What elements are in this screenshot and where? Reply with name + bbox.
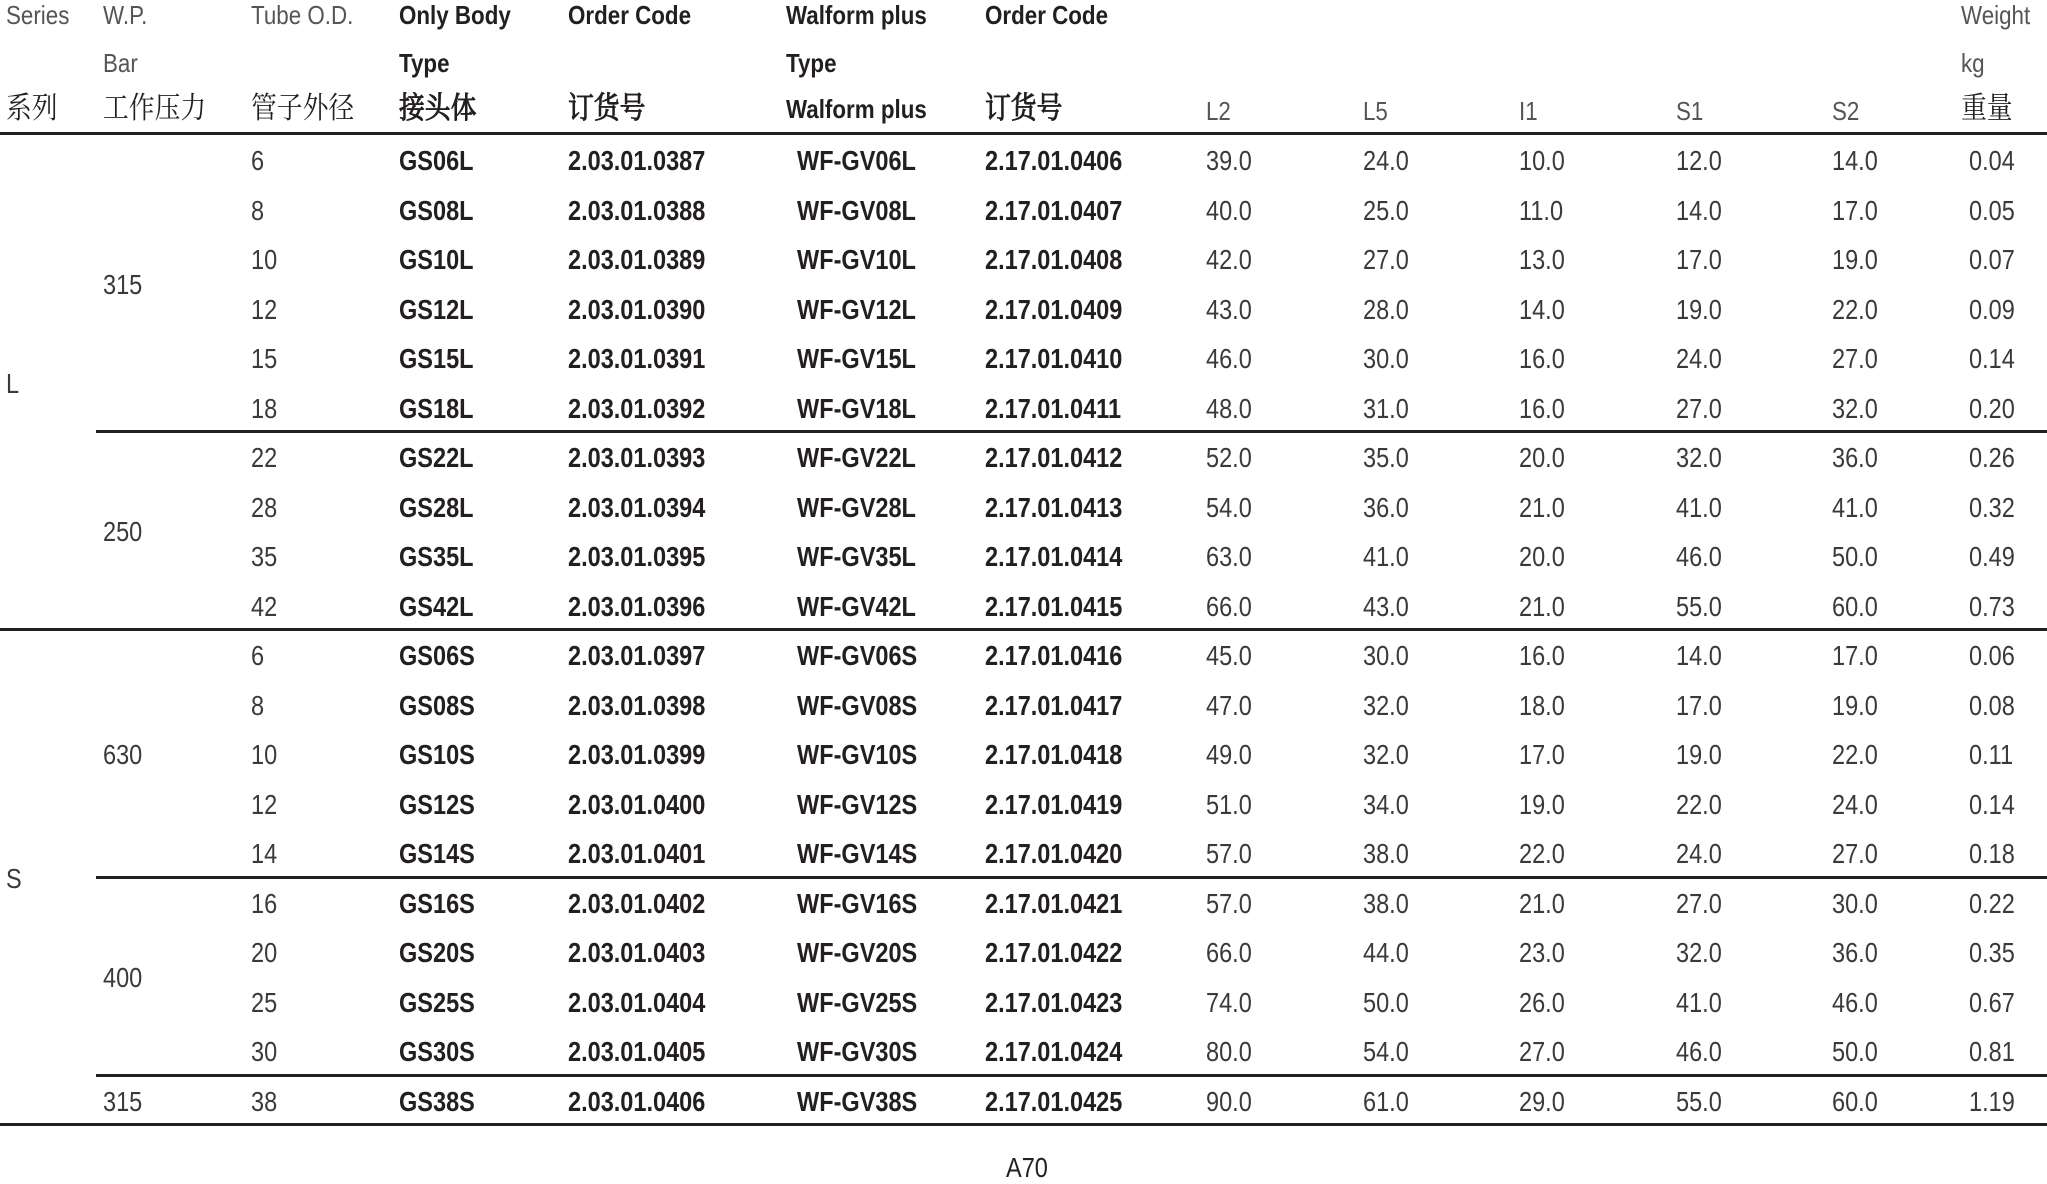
cell-s2: 19.0 bbox=[1832, 689, 1878, 721]
cell-walform-type: WF-GV20S bbox=[797, 937, 918, 968]
cell-i1: 18.0 bbox=[1519, 689, 1565, 721]
cell-s2: 17.0 bbox=[1832, 194, 1878, 226]
cell-s1: 27.0 bbox=[1676, 392, 1722, 424]
cell-order-code-walform: 2.17.01.0408 bbox=[985, 244, 1123, 275]
cell-tube-od: 18 bbox=[251, 392, 278, 424]
cell-order-code-body: 2.03.01.0389 bbox=[568, 244, 706, 275]
cell-order-code-body: 2.03.01.0393 bbox=[568, 442, 706, 473]
header-series-en: Series bbox=[6, 0, 70, 30]
cell-l5: 36.0 bbox=[1363, 491, 1409, 523]
cell-body-type: GS10S bbox=[399, 739, 475, 770]
cell-l5: 30.0 bbox=[1363, 343, 1409, 374]
cell-weight: 0.04 bbox=[1969, 145, 2015, 176]
header-wp-zh: 工作压力 bbox=[103, 92, 207, 125]
cell-i1: 27.0 bbox=[1519, 1036, 1565, 1067]
cell-weight: 0.67 bbox=[1969, 986, 2015, 1018]
cell-body-type: GS15L bbox=[399, 343, 474, 374]
cell-body-type: GS38S bbox=[399, 1085, 475, 1117]
cell-order-code-walform: 2.17.01.0410 bbox=[985, 343, 1123, 374]
cell-order-code-body: 2.03.01.0396 bbox=[568, 590, 706, 622]
header-tube-en: Tube O.D. bbox=[251, 0, 354, 30]
cell-s1: 17.0 bbox=[1676, 689, 1722, 721]
cell-body-type: GS08L bbox=[399, 194, 474, 226]
cell-l5: 31.0 bbox=[1363, 392, 1409, 424]
group-divider bbox=[96, 1074, 2047, 1077]
cell-s1: 46.0 bbox=[1676, 1036, 1722, 1067]
cell-s2: 27.0 bbox=[1832, 838, 1878, 869]
cell-order-code-body: 2.03.01.0390 bbox=[568, 293, 706, 325]
cell-body-type: GS42L bbox=[399, 590, 474, 622]
cell-order-code-walform: 2.17.01.0420 bbox=[985, 838, 1123, 869]
cell-i1: 21.0 bbox=[1519, 491, 1565, 523]
cell-s2: 14.0 bbox=[1832, 145, 1878, 176]
header-series-zh: 系列 bbox=[6, 92, 58, 125]
cell-i1: 29.0 bbox=[1519, 1085, 1565, 1117]
cell-weight: 0.73 bbox=[1969, 590, 2015, 622]
header-body-zh: 接头体 bbox=[399, 92, 477, 125]
cell-weight: 0.22 bbox=[1969, 887, 2015, 919]
cell-tube-od: 6 bbox=[251, 145, 265, 176]
cell-order-code-body: 2.03.01.0402 bbox=[568, 887, 706, 919]
header-weight-unit: kg bbox=[1961, 48, 1985, 78]
cell-tube-od: 12 bbox=[251, 293, 278, 325]
header-i1: I1 bbox=[1519, 96, 1538, 126]
cell-walform-type: WF-GV22L bbox=[797, 442, 916, 473]
cell-s1: 14.0 bbox=[1676, 640, 1722, 671]
cell-order-code-walform: 2.17.01.0423 bbox=[985, 986, 1123, 1018]
header-body-type: Type bbox=[399, 48, 450, 78]
cell-s2: 22.0 bbox=[1832, 739, 1878, 770]
cell-tube-od: 28 bbox=[251, 491, 278, 523]
cell-order-code-walform: 2.17.01.0425 bbox=[985, 1085, 1123, 1117]
cell-l5: 44.0 bbox=[1363, 937, 1409, 968]
cell-walform-type: WF-GV30S bbox=[797, 1036, 918, 1067]
page-number: A70 bbox=[1006, 1152, 1048, 1183]
cell-tube-od: 35 bbox=[251, 541, 278, 572]
header-order2-en: Order Code bbox=[985, 0, 1109, 30]
cell-l5: 43.0 bbox=[1363, 590, 1409, 622]
cell-walform-type: WF-GV18L bbox=[797, 392, 916, 424]
cell-body-type: GS28L bbox=[399, 491, 474, 523]
cell-l2: 66.0 bbox=[1206, 937, 1252, 968]
cell-l2: 40.0 bbox=[1206, 194, 1252, 226]
cell-walform-type: WF-GV16S bbox=[797, 887, 918, 919]
cell-i1: 13.0 bbox=[1519, 244, 1565, 275]
cell-body-type: GS35L bbox=[399, 541, 474, 572]
cell-s1: 41.0 bbox=[1676, 986, 1722, 1018]
cell-order-code-walform: 2.17.01.0411 bbox=[985, 392, 1122, 424]
cell-wp-group: 315 bbox=[103, 268, 143, 300]
cell-tube-od: 22 bbox=[251, 442, 278, 473]
cell-l2: 57.0 bbox=[1206, 887, 1252, 919]
cell-l5: 28.0 bbox=[1363, 293, 1409, 325]
cell-s1: 32.0 bbox=[1676, 937, 1722, 968]
cell-weight: 0.05 bbox=[1969, 194, 2015, 226]
cell-i1: 16.0 bbox=[1519, 343, 1565, 374]
cell-weight: 0.11 bbox=[1969, 739, 2014, 770]
header-s2: S2 bbox=[1832, 96, 1860, 126]
cell-s2: 50.0 bbox=[1832, 541, 1878, 572]
cell-walform-type: WF-GV08S bbox=[797, 689, 918, 721]
header-l2: L2 bbox=[1206, 96, 1231, 126]
cell-tube-od: 10 bbox=[251, 739, 278, 770]
cell-l5: 34.0 bbox=[1363, 788, 1409, 820]
cell-order-code-body: 2.03.01.0388 bbox=[568, 194, 706, 226]
cell-body-type: GS14S bbox=[399, 838, 475, 869]
cell-s1: 14.0 bbox=[1676, 194, 1722, 226]
cell-s2: 46.0 bbox=[1832, 986, 1878, 1018]
cell-wp-group: 315 bbox=[103, 1085, 143, 1117]
header-rule bbox=[0, 132, 2047, 135]
cell-order-code-body: 2.03.01.0403 bbox=[568, 937, 706, 968]
series-divider bbox=[0, 1123, 2047, 1126]
cell-walform-type: WF-GV06L bbox=[797, 145, 916, 176]
cell-s1: 19.0 bbox=[1676, 739, 1722, 770]
cell-order-code-body: 2.03.01.0397 bbox=[568, 640, 706, 671]
cell-l5: 50.0 bbox=[1363, 986, 1409, 1018]
cell-l5: 41.0 bbox=[1363, 541, 1409, 572]
cell-order-code-walform: 2.17.01.0422 bbox=[985, 937, 1123, 968]
cell-l5: 25.0 bbox=[1363, 194, 1409, 226]
cell-l2: 52.0 bbox=[1206, 442, 1252, 473]
cell-l2: 43.0 bbox=[1206, 293, 1252, 325]
cell-l2: 57.0 bbox=[1206, 838, 1252, 869]
cell-tube-od: 14 bbox=[251, 838, 278, 869]
cell-weight: 0.20 bbox=[1969, 392, 2015, 424]
cell-order-code-body: 2.03.01.0404 bbox=[568, 986, 706, 1018]
cell-i1: 19.0 bbox=[1519, 788, 1565, 820]
cell-i1: 11.0 bbox=[1519, 194, 1564, 226]
cell-weight: 0.08 bbox=[1969, 689, 2015, 721]
cell-body-type: GS25S bbox=[399, 986, 475, 1018]
cell-wp-group: 400 bbox=[103, 961, 143, 993]
cell-weight: 0.14 bbox=[1969, 788, 2015, 820]
cell-order-code-walform: 2.17.01.0412 bbox=[985, 442, 1123, 473]
header-walform-en: Walform plus bbox=[786, 0, 927, 30]
cell-s2: 60.0 bbox=[1832, 1085, 1878, 1117]
header-walform-type: Type bbox=[786, 48, 837, 78]
cell-s1: 12.0 bbox=[1676, 145, 1722, 176]
cell-walform-type: WF-GV15L bbox=[797, 343, 916, 374]
cell-order-code-walform: 2.17.01.0409 bbox=[985, 293, 1123, 325]
header-order1-en: Order Code bbox=[568, 0, 692, 30]
cell-order-code-walform: 2.17.01.0414 bbox=[985, 541, 1123, 572]
header-weight-zh: 重量 bbox=[1961, 92, 2013, 125]
cell-series-label: L bbox=[6, 367, 20, 399]
cell-i1: 16.0 bbox=[1519, 392, 1565, 424]
cell-s2: 41.0 bbox=[1832, 491, 1878, 523]
cell-s2: 22.0 bbox=[1832, 293, 1878, 325]
cell-tube-od: 10 bbox=[251, 244, 278, 275]
group-divider bbox=[96, 430, 2047, 433]
cell-l5: 38.0 bbox=[1363, 887, 1409, 919]
header-body-en: Only Body bbox=[399, 0, 511, 30]
cell-l2: 47.0 bbox=[1206, 689, 1252, 721]
cell-order-code-body: 2.03.01.0391 bbox=[568, 343, 706, 374]
cell-s1: 19.0 bbox=[1676, 293, 1722, 325]
cell-order-code-body: 2.03.01.0395 bbox=[568, 541, 706, 572]
cell-order-code-body: 2.03.01.0406 bbox=[568, 1085, 706, 1117]
cell-i1: 16.0 bbox=[1519, 640, 1565, 671]
cell-s1: 55.0 bbox=[1676, 590, 1722, 622]
cell-l2: 66.0 bbox=[1206, 590, 1252, 622]
cell-walform-type: WF-GV12S bbox=[797, 788, 918, 820]
cell-i1: 10.0 bbox=[1519, 145, 1565, 176]
cell-order-code-body: 2.03.01.0394 bbox=[568, 491, 706, 523]
cell-tube-od: 38 bbox=[251, 1085, 278, 1117]
cell-weight: 0.35 bbox=[1969, 937, 2015, 968]
cell-body-type: GS20S bbox=[399, 937, 475, 968]
cell-order-code-body: 2.03.01.0387 bbox=[568, 145, 706, 176]
header-wp-unit: Bar bbox=[103, 48, 138, 78]
cell-s2: 32.0 bbox=[1832, 392, 1878, 424]
cell-walform-type: WF-GV28L bbox=[797, 491, 916, 523]
cell-walform-type: WF-GV42L bbox=[797, 590, 916, 622]
cell-tube-od: 6 bbox=[251, 640, 265, 671]
cell-walform-type: WF-GV08L bbox=[797, 194, 916, 226]
cell-wp-group: 250 bbox=[103, 516, 143, 548]
cell-i1: 21.0 bbox=[1519, 887, 1565, 919]
cell-body-type: GS12L bbox=[399, 293, 474, 325]
header-weight-en: Weight bbox=[1961, 0, 2031, 30]
cell-s2: 24.0 bbox=[1832, 788, 1878, 820]
cell-walform-type: WF-GV12L bbox=[797, 293, 916, 325]
cell-order-code-walform: 2.17.01.0419 bbox=[985, 788, 1123, 820]
cell-wp-group: 630 bbox=[103, 739, 143, 770]
header-s1: S1 bbox=[1676, 96, 1704, 126]
cell-l2: 39.0 bbox=[1206, 145, 1252, 176]
cell-order-code-walform: 2.17.01.0407 bbox=[985, 194, 1123, 226]
cell-i1: 21.0 bbox=[1519, 590, 1565, 622]
cell-s1: 24.0 bbox=[1676, 838, 1722, 869]
cell-i1: 26.0 bbox=[1519, 986, 1565, 1018]
cell-s2: 17.0 bbox=[1832, 640, 1878, 671]
cell-order-code-walform: 2.17.01.0418 bbox=[985, 739, 1123, 770]
cell-order-code-walform: 2.17.01.0406 bbox=[985, 145, 1123, 176]
cell-s2: 19.0 bbox=[1832, 244, 1878, 275]
series-divider bbox=[0, 628, 2047, 631]
cell-l5: 27.0 bbox=[1363, 244, 1409, 275]
cell-order-code-body: 2.03.01.0398 bbox=[568, 689, 706, 721]
cell-body-type: GS16S bbox=[399, 887, 475, 919]
cell-weight: 0.18 bbox=[1969, 838, 2015, 869]
header-wp-en: W.P. bbox=[103, 0, 148, 30]
cell-i1: 23.0 bbox=[1519, 937, 1565, 968]
cell-order-code-body: 2.03.01.0392 bbox=[568, 392, 706, 424]
cell-weight: 0.14 bbox=[1969, 343, 2015, 374]
cell-walform-type: WF-GV25S bbox=[797, 986, 918, 1018]
cell-l2: 54.0 bbox=[1206, 491, 1252, 523]
cell-weight: 0.09 bbox=[1969, 293, 2015, 325]
cell-order-code-walform: 2.17.01.0421 bbox=[985, 887, 1123, 919]
cell-i1: 20.0 bbox=[1519, 541, 1565, 572]
cell-s1: 55.0 bbox=[1676, 1085, 1722, 1117]
cell-l2: 63.0 bbox=[1206, 541, 1252, 572]
cell-l5: 61.0 bbox=[1363, 1085, 1409, 1117]
cell-body-type: GS06L bbox=[399, 145, 474, 176]
cell-s2: 30.0 bbox=[1832, 887, 1878, 919]
header-order1-zh: 订货号 bbox=[568, 92, 646, 125]
cell-s1: 46.0 bbox=[1676, 541, 1722, 572]
cell-s2: 27.0 bbox=[1832, 343, 1878, 374]
cell-tube-od: 15 bbox=[251, 343, 278, 374]
cell-tube-od: 16 bbox=[251, 887, 278, 919]
cell-l2: 46.0 bbox=[1206, 343, 1252, 374]
cell-i1: 20.0 bbox=[1519, 442, 1565, 473]
cell-s1: 22.0 bbox=[1676, 788, 1722, 820]
cell-i1: 17.0 bbox=[1519, 739, 1565, 770]
cell-body-type: GS30S bbox=[399, 1036, 475, 1067]
cell-walform-type: WF-GV06S bbox=[797, 640, 918, 671]
cell-walform-type: WF-GV10S bbox=[797, 739, 918, 770]
cell-s1: 41.0 bbox=[1676, 491, 1722, 523]
cell-body-type: GS10L bbox=[399, 244, 474, 275]
cell-tube-od: 8 bbox=[251, 194, 265, 226]
cell-weight: 0.81 bbox=[1969, 1036, 2015, 1067]
cell-l5: 24.0 bbox=[1363, 145, 1409, 176]
cell-order-code-body: 2.03.01.0405 bbox=[568, 1036, 706, 1067]
cell-l5: 30.0 bbox=[1363, 640, 1409, 671]
cell-tube-od: 20 bbox=[251, 937, 278, 968]
cell-l2: 74.0 bbox=[1206, 986, 1252, 1018]
cell-s1: 24.0 bbox=[1676, 343, 1722, 374]
cell-body-type: GS22L bbox=[399, 442, 474, 473]
cell-l2: 80.0 bbox=[1206, 1036, 1252, 1067]
cell-body-type: GS08S bbox=[399, 689, 475, 721]
cell-i1: 22.0 bbox=[1519, 838, 1565, 869]
cell-weight: 1.19 bbox=[1969, 1085, 2015, 1117]
cell-order-code-walform: 2.17.01.0424 bbox=[985, 1036, 1123, 1067]
group-divider bbox=[96, 876, 2047, 879]
cell-weight: 0.32 bbox=[1969, 491, 2015, 523]
header-walform-en3: Walform plus bbox=[786, 94, 927, 124]
header-order2-zh: 订货号 bbox=[985, 92, 1063, 125]
cell-s2: 36.0 bbox=[1832, 442, 1878, 473]
cell-l5: 54.0 bbox=[1363, 1036, 1409, 1067]
cell-order-code-body: 2.03.01.0401 bbox=[568, 838, 706, 869]
cell-l2: 48.0 bbox=[1206, 392, 1252, 424]
cell-body-type: GS06S bbox=[399, 640, 475, 671]
cell-order-code-walform: 2.17.01.0413 bbox=[985, 491, 1123, 523]
cell-l2: 90.0 bbox=[1206, 1085, 1252, 1117]
cell-weight: 0.26 bbox=[1969, 442, 2015, 473]
cell-tube-od: 25 bbox=[251, 986, 278, 1018]
cell-walform-type: WF-GV35L bbox=[797, 541, 916, 572]
cell-order-code-walform: 2.17.01.0416 bbox=[985, 640, 1123, 671]
cell-s1: 32.0 bbox=[1676, 442, 1722, 473]
cell-order-code-body: 2.03.01.0399 bbox=[568, 739, 706, 770]
cell-weight: 0.07 bbox=[1969, 244, 2015, 275]
cell-s1: 17.0 bbox=[1676, 244, 1722, 275]
cell-s2: 60.0 bbox=[1832, 590, 1878, 622]
cell-walform-type: WF-GV10L bbox=[797, 244, 916, 275]
cell-i1: 14.0 bbox=[1519, 293, 1565, 325]
header-l5: L5 bbox=[1363, 96, 1388, 126]
cell-l2: 49.0 bbox=[1206, 739, 1252, 770]
cell-walform-type: WF-GV14S bbox=[797, 838, 918, 869]
cell-s2: 36.0 bbox=[1832, 937, 1878, 968]
cell-l5: 32.0 bbox=[1363, 739, 1409, 770]
cell-l5: 32.0 bbox=[1363, 689, 1409, 721]
cell-l2: 45.0 bbox=[1206, 640, 1252, 671]
cell-walform-type: WF-GV38S bbox=[797, 1085, 918, 1117]
cell-l5: 38.0 bbox=[1363, 838, 1409, 869]
cell-weight: 0.06 bbox=[1969, 640, 2015, 671]
cell-order-code-body: 2.03.01.0400 bbox=[568, 788, 706, 820]
cell-l2: 51.0 bbox=[1206, 788, 1252, 820]
cell-tube-od: 12 bbox=[251, 788, 278, 820]
cell-weight: 0.49 bbox=[1969, 541, 2015, 572]
cell-s1: 27.0 bbox=[1676, 887, 1722, 919]
cell-order-code-walform: 2.17.01.0415 bbox=[985, 590, 1123, 622]
cell-tube-od: 30 bbox=[251, 1036, 278, 1067]
header-tube-zh: 管子外径 bbox=[251, 92, 355, 125]
cell-body-type: GS12S bbox=[399, 788, 475, 820]
cell-s2: 50.0 bbox=[1832, 1036, 1878, 1067]
cell-tube-od: 8 bbox=[251, 689, 265, 721]
cell-series-label: S bbox=[6, 862, 22, 894]
cell-l5: 35.0 bbox=[1363, 442, 1409, 473]
cell-order-code-walform: 2.17.01.0417 bbox=[985, 689, 1123, 721]
cell-tube-od: 42 bbox=[251, 590, 278, 622]
cell-l2: 42.0 bbox=[1206, 244, 1252, 275]
cell-body-type: GS18L bbox=[399, 392, 474, 424]
